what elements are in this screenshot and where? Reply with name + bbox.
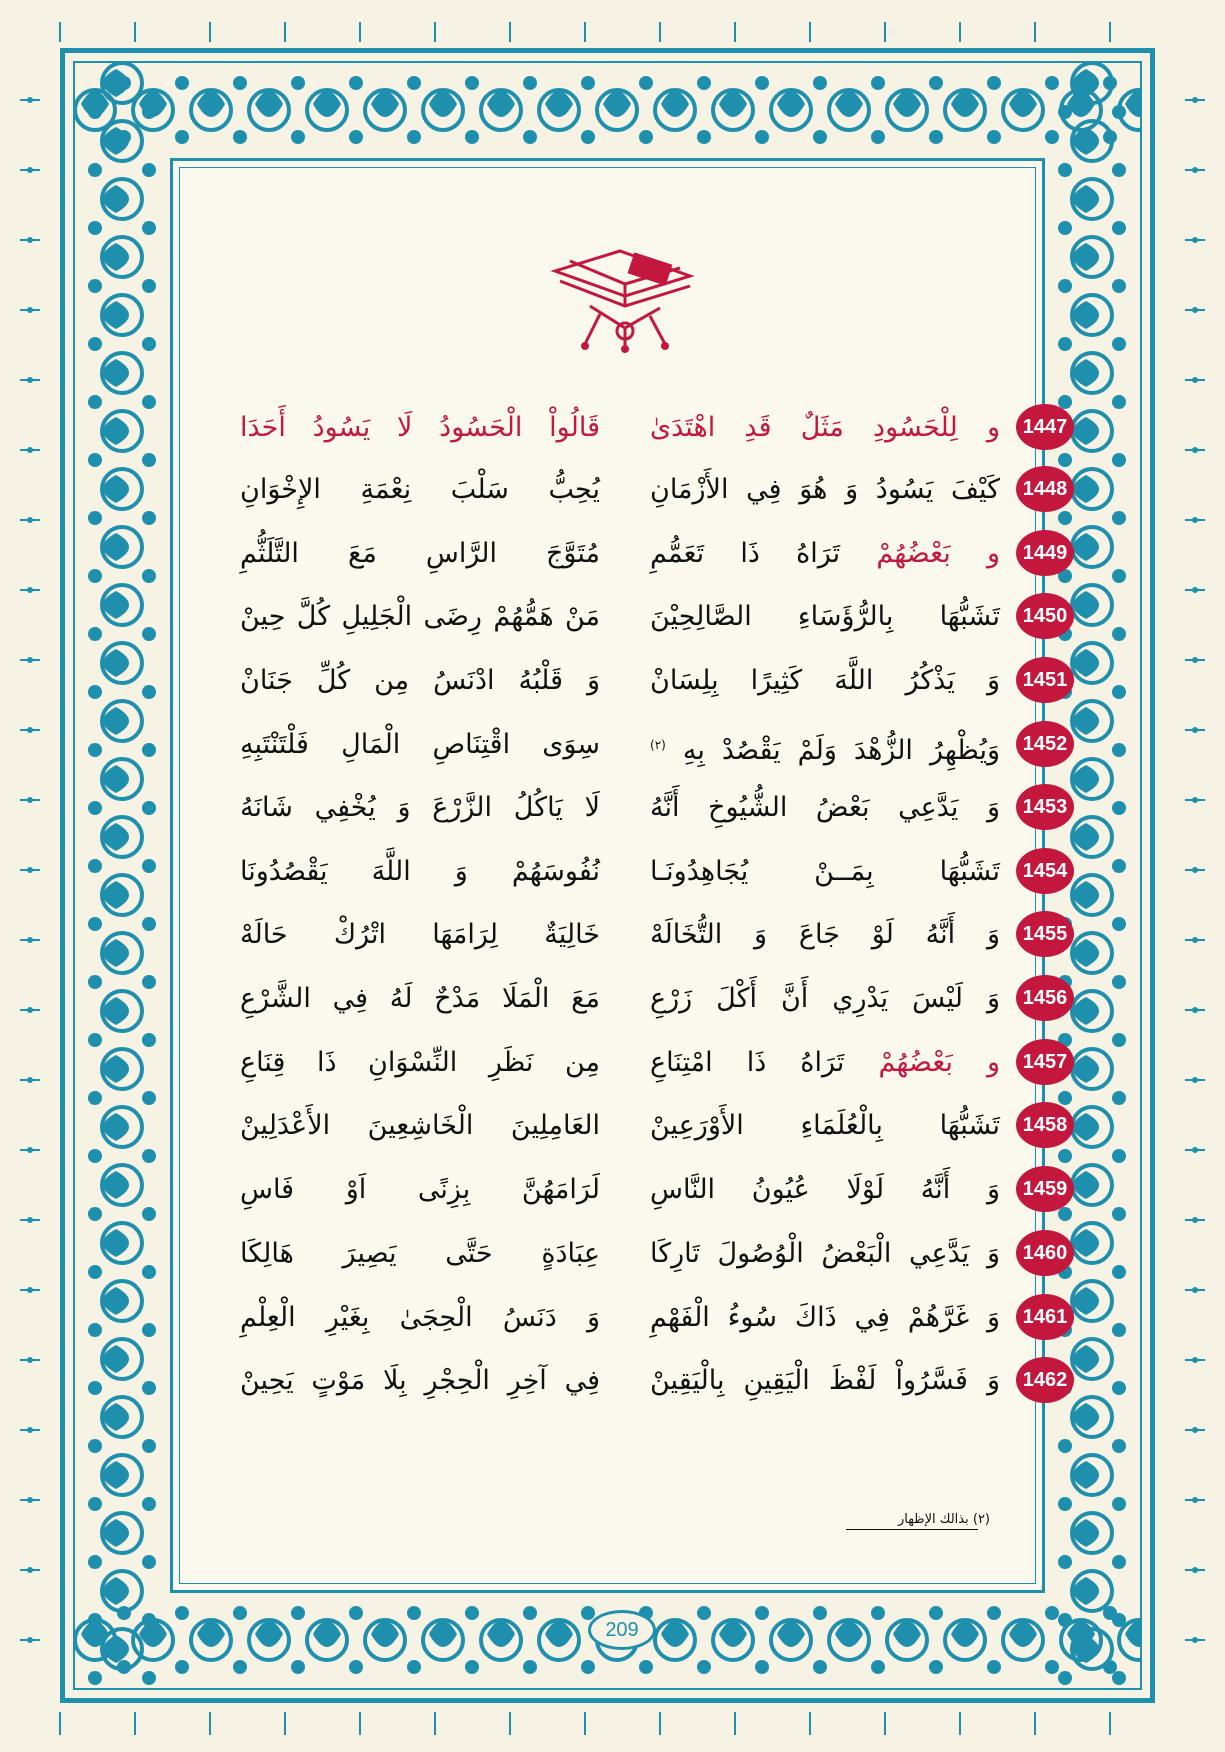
- verse-number-badge: 1462: [1016, 1357, 1074, 1403]
- verse-row: [180, 588, 1080, 646]
- verse-first-text: وَ يَدَّعِي الْبَعْضُ الْوُصُولَ تَارِكَا: [650, 1238, 1000, 1269]
- verse-first-text: وَ غَرَّهُمْ فِي ذَاكَ سُوءُ الْفَهْمِ: [650, 1302, 1000, 1333]
- footnote-marker: (٢): [650, 738, 666, 752]
- verse-first-hemistich: [650, 1034, 1000, 1092]
- verse-first-text: وَ يَذْكُرُ اللَّهَ كَثِيرًا بِلِسَانْ: [650, 665, 1000, 696]
- verse-second-hemistich: لَا يَاكُلُ الزَّرْعَ وَ يُخْفِي شَانَهُ: [240, 792, 600, 823]
- verse-first-text: تَشَبُّهَا بِمَــنْ يُجَاهِدُونَـا: [650, 856, 1000, 887]
- verse-row: [180, 525, 1080, 583]
- verse-row: [180, 970, 1080, 1028]
- verse-prefix: و بَعْضُهُمْ: [878, 1047, 1000, 1078]
- verse-row: [180, 1352, 1080, 1410]
- verse-row: [180, 1225, 1080, 1283]
- verse-first-text: وَ أَنَّهُ لَوْلَا عُيُونُ النَّاسِ: [650, 1174, 1000, 1205]
- verse-second-hemistich: يُحِبُّ سَلْبَ نِعْمَةِ الإِخْوَانِ: [240, 474, 600, 505]
- verse-number-badge: 1448: [1016, 466, 1074, 512]
- verse-second-hemistich: مُتَوَّجَ الرَّاسِ مَعَ التَّلَثُّمِ: [240, 538, 600, 569]
- verse-second-hemistich: خَالِيَةٌ لِرَامَهَا اتْرُكْ حَالَهْ: [240, 919, 600, 950]
- verse-second-hemistich: قَالُواْ الْحَسُودُ لَا يَسُودُ أَحَدَا: [240, 412, 600, 443]
- footnote: (٢) بذالك الإظهار: [898, 1512, 990, 1527]
- verse-first-text: وَ لَيْسَ يَدْرِي أَنَّ أَكْلَ زَرْعِ: [650, 983, 1000, 1014]
- verse-first-hemistich: [650, 843, 1000, 901]
- verse-number-badge: 1450: [1016, 593, 1074, 639]
- verse-prefix: و بَعْضُهُمْ: [876, 538, 1000, 569]
- verse-second-hemistich: نُفُوسَهُمْ وَ اللَّهَ يَقْصُدُونَا: [240, 856, 600, 887]
- verse-second-hemistich: مَعَ الْمَلَا مَدْحٌ لَهُ فِي الشَّرْعِ: [240, 983, 600, 1014]
- verse-first-text: وَيُظْهِرُ الزُّهْدَ وَلَمْ يَقْصُدْ بِهِ: [682, 735, 1000, 766]
- verse-row: [180, 1161, 1080, 1219]
- verse-number-badge: 1461: [1016, 1294, 1074, 1340]
- verse-row: [180, 1034, 1080, 1092]
- verse-second-hemistich: وَ دَنَسُ الْحِجَىٰ بِغَيْرِ الْعِلْمِ: [240, 1302, 600, 1333]
- verse-first-text: و لِلْحَسُودِ مَثَلٌ قَدِ اهْتَدَىٰ: [650, 412, 1000, 443]
- verse-first-text: تَرَاهُ ذَا امْتِنَاعِ: [650, 1047, 845, 1078]
- verse-first-text: تَرَاهُ ذَا تَعَمُّمِ: [650, 538, 841, 569]
- verse-second-hemistich: مَنْ هَمُّهُمْ رِضَى الْجَلِيلِ كُلَّ حِينْ: [240, 601, 600, 632]
- verse-first-text: تَشَبُّهَا بِالرُّؤَسَاءِ الصَّالِحِيْنَ: [650, 601, 1000, 632]
- verse-number-badge: 1458: [1016, 1102, 1074, 1148]
- verse-second-hemistich: فِي آخِرِ الْحِجْرِ بِلَا مَوْتٍ يَحِينْ: [240, 1365, 600, 1396]
- verse-number-badge: 1456: [1016, 975, 1074, 1021]
- verse-second-hemistich: وَ قَلْبُهُ ادْنَسُ مِن كُلِّ جَنَانْ: [240, 665, 600, 696]
- verse-first-hemistich: [650, 461, 1000, 519]
- verse-first-hemistich: [650, 779, 1000, 837]
- verse-first-hemistich: [650, 1097, 1000, 1155]
- verse-number-badge: 1455: [1016, 911, 1074, 957]
- verse-second-hemistich: سِوَى اقْتِنَاصِ الْمَالِ فَلْتَنْتَبِهِ: [240, 729, 600, 760]
- verse-row: [180, 716, 1080, 774]
- verse-first-hemistich: [650, 970, 1000, 1028]
- verse-number-badge: 1451: [1016, 657, 1074, 703]
- verse-first-text: وَ أَنَّهُ لَوْ جَاعَ وَ التُّخَالَهْ: [650, 919, 1000, 950]
- book-on-stand-icon: [530, 236, 710, 356]
- verse-first-text: وَ يَدَّعِي بَعْضُ الشُّيُوخِ أَنَّهُ: [650, 792, 1000, 823]
- verse-first-text: تَشَبُّهَا بِالْعُلَمَاءِ الأَوْرَعِينْ: [650, 1110, 1000, 1141]
- verse-first-hemistich: [650, 399, 1000, 457]
- verse-row: [180, 906, 1080, 964]
- verse-first-hemistich: [650, 525, 1000, 583]
- verse-first-hemistich: [650, 716, 1000, 780]
- verse-first-hemistich: [650, 1289, 1000, 1347]
- verse-row: [180, 1289, 1080, 1347]
- verse-first-hemistich: [650, 906, 1000, 964]
- verse-first-text: كَيْفَ يَسُودُ وَ هُوَ فِي الأَزْمَانِ: [650, 474, 1000, 505]
- verse-row: [180, 652, 1080, 710]
- verse-row: [180, 399, 1080, 457]
- verse-row: [180, 461, 1080, 519]
- verse-first-hemistich: [650, 652, 1000, 710]
- verse-second-hemistich: عِبَادَةٍ حَتَّى يَصِيرَ هَالِكَا: [240, 1238, 600, 1269]
- verse-first-hemistich: [650, 588, 1000, 646]
- verse-first-hemistich: [650, 1352, 1000, 1410]
- verse-first-text: وَ فَسَّرُواْ لَفْظَ الْيَقِينِ بِالْيَقِينْ: [650, 1365, 1000, 1396]
- verse-number-badge: 1453: [1016, 784, 1074, 830]
- verse-row: [180, 1097, 1080, 1155]
- verse-row: [180, 779, 1080, 837]
- verse-number-badge: 1460: [1016, 1230, 1074, 1276]
- verse-number-badge: 1447: [1016, 404, 1074, 450]
- verse-first-hemistich: [650, 1161, 1000, 1219]
- verse-first-hemistich: [650, 1225, 1000, 1283]
- verse-second-hemistich: لَرَامَهُنَّ بِزِنًى اَوْ فَاسِ: [240, 1174, 600, 1205]
- verse-number-badge: 1457: [1016, 1039, 1074, 1085]
- verse-number-badge: 1454: [1016, 848, 1074, 894]
- verse-row: [180, 843, 1080, 901]
- verse-second-hemistich: العَامِلِينَ الْخَاشِعِينَ الأَعْدَلِينْ: [240, 1110, 600, 1141]
- verse-number-badge: 1449: [1016, 530, 1074, 576]
- page-number: 209: [588, 1610, 656, 1650]
- verse-second-hemistich: مِن نَظَرِ النِّسْوَانِ ذَا قِنَاعِ: [240, 1047, 600, 1078]
- verse-number-badge: 1452: [1016, 721, 1074, 767]
- verse-number-badge: 1459: [1016, 1166, 1074, 1212]
